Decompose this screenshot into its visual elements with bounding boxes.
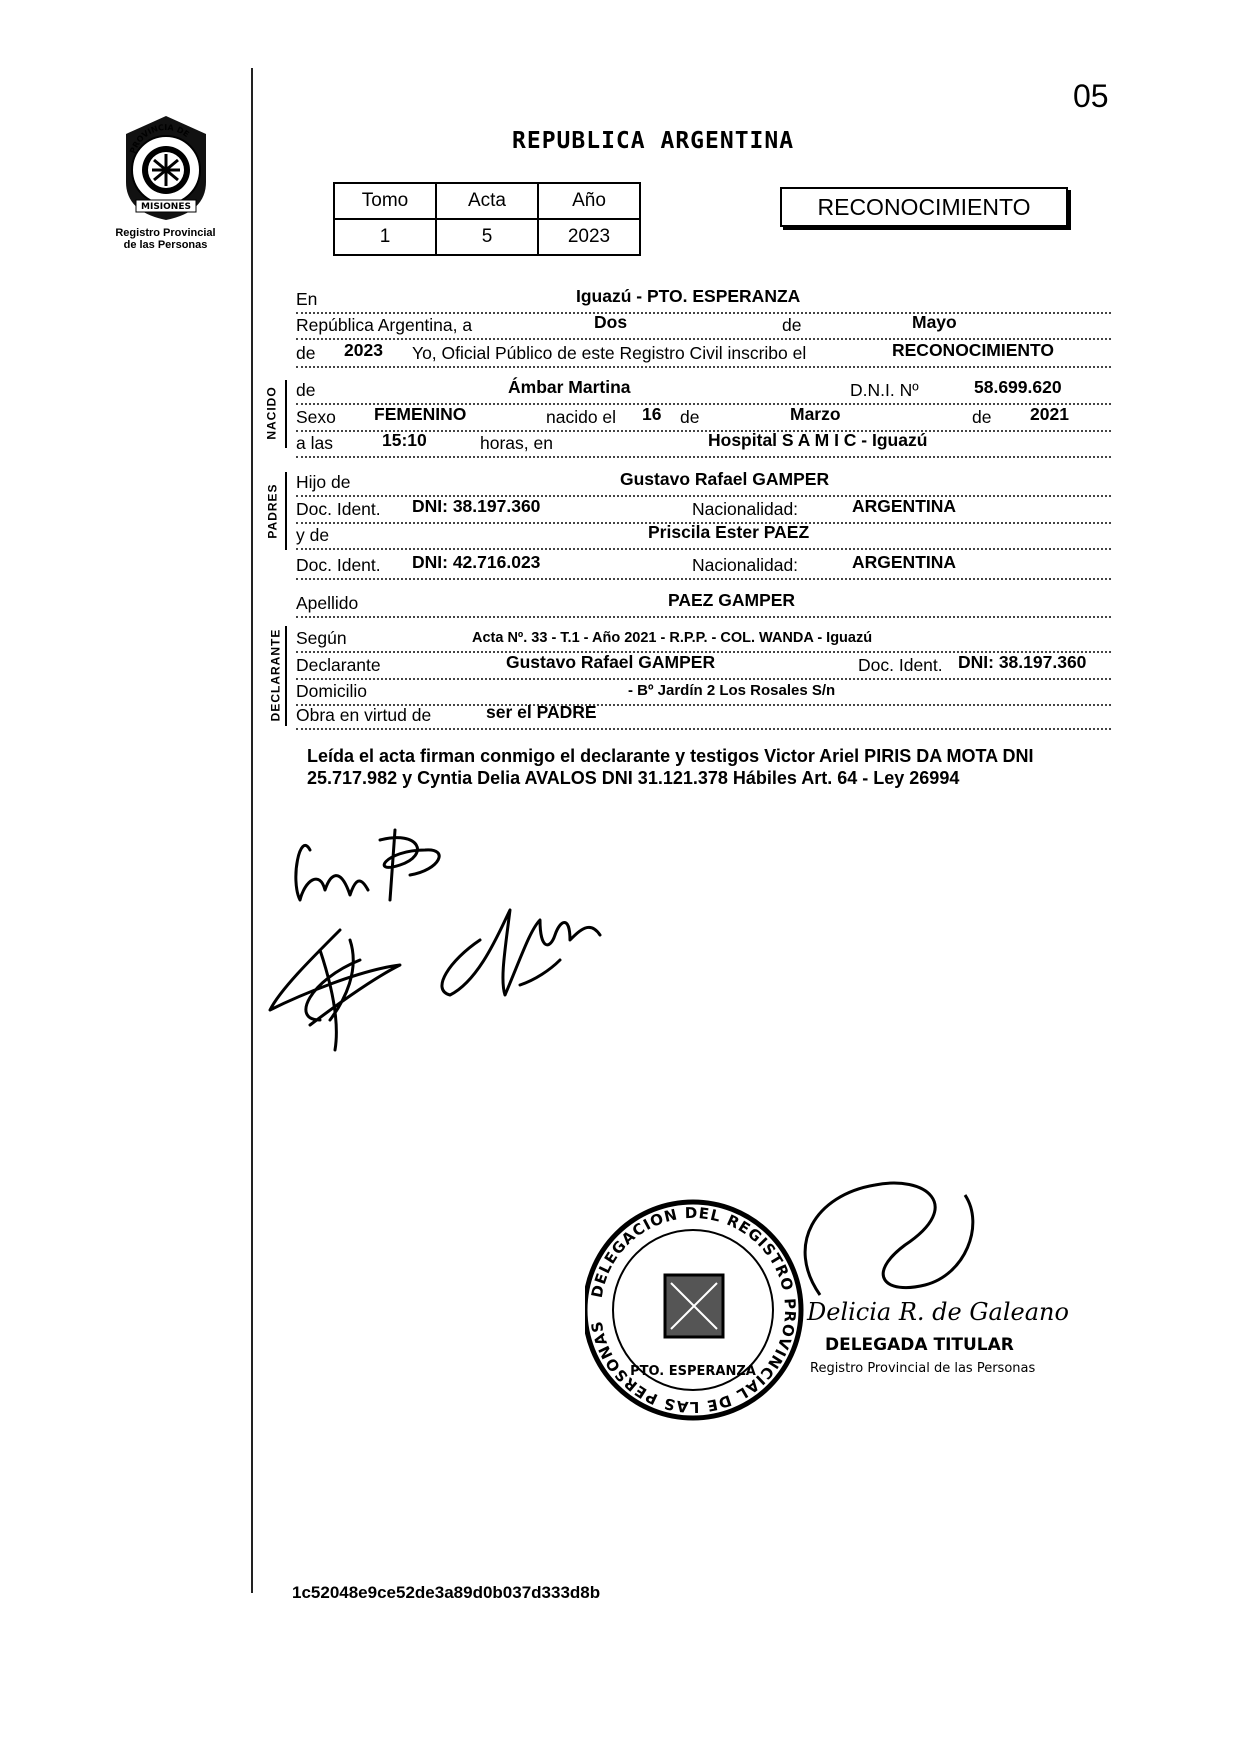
birth-day: 16 <box>642 404 662 424</box>
row-en: En Iguazú - PTO. ESPERANZA <box>296 286 1111 314</box>
registry-table-header <box>334 183 640 219</box>
day-value: Dos <box>594 312 628 332</box>
section-declarante-bar <box>285 626 287 726</box>
declarant-name: Gustavo Rafael GAMPER <box>506 652 716 672</box>
registry-value-ano: 2023 <box>538 219 640 255</box>
logo-label-line1: Registro Provincial <box>115 227 216 239</box>
svg-text:PROVINCIA DE: PROVINCIA DE <box>127 122 191 155</box>
birth-place: Hospital S A M I C - Iguazú <box>708 430 928 450</box>
row-padre: Hijo de Gustavo Rafael GAMPER <box>296 469 1111 497</box>
declarant-dni: DNI: 38.197.360 <box>958 652 1087 672</box>
registry-value-tomo: 1 <box>334 219 436 255</box>
row-segun: Según Acta Nº. 33 - T.1 - Año 2021 - R.P.P. - COL. WANDA - Iguazú <box>296 625 1111 653</box>
row-padre-doc: Doc. Ident. DNI: 38.197.360 Nacionalidad: ARGENTINA <box>296 496 1111 524</box>
signatures-image <box>250 820 670 1070</box>
logo-label-line2: de las Personas <box>123 239 208 251</box>
svg-text:DELEGACION DEL REGISTRO PROVIN: DELEGACION DEL REGISTRO PROVINCIAL DE LAS PERSONAS <box>587 1203 800 1417</box>
official-role: DELEGADA TITULAR <box>825 1335 1014 1355</box>
registry-logo <box>98 112 233 251</box>
registry-table-values <box>334 219 640 255</box>
row-fecha: República Argentina, a Dos de Mayo <box>296 312 1111 340</box>
registry-header-tomo: Tomo <box>334 183 436 219</box>
father-nationality: ARGENTINA <box>852 496 957 516</box>
child-dni: 58.699.620 <box>974 377 1062 397</box>
row-apellido: Apellido PAEZ GAMPER <box>296 590 1111 618</box>
mother-name: Priscila Ester PAEZ <box>648 522 810 542</box>
month-value: Mayo <box>912 312 957 332</box>
row-nacido-nombre: de Ámbar Martina D.N.I. Nº 58.699.620 <box>296 377 1111 405</box>
section-nacido-bar <box>285 380 287 448</box>
father-dni: DNI: 38.197.360 <box>412 496 541 516</box>
registry-value-acta: 5 <box>436 219 538 255</box>
row-obra: Obra en virtud de ser el PADRE <box>296 702 1111 730</box>
section-nacido: NACIDO <box>264 386 279 440</box>
legal-statement: Leída el acta firman conmigo el declarante y testigos Victor Ariel PIRIS DA MOTA DNI 25.717.982 y Cyntia Delia AVALOS DNI 31.121.378 Hábiles Art. 64 - Ley 26994 <box>307 746 1034 788</box>
row-year: de 2023 Yo, Oficial Público de este Registro Civil inscribo el RECONOCIMIENTO <box>296 340 1111 368</box>
registry-table <box>333 182 641 256</box>
row-madre: y de Priscila Ester PAEZ <box>296 522 1111 550</box>
mother-dni: DNI: 42.716.023 <box>412 552 541 572</box>
misiones-seal-icon <box>116 112 216 222</box>
official-org: Registro Provincial de las Personas <box>810 1361 1036 1376</box>
row-declarante: Declarante Gustavo Rafael GAMPER Doc. Ident. DNI: 38.197.360 <box>296 652 1111 680</box>
surname-value: PAEZ GAMPER <box>668 590 796 610</box>
page-number: 05 <box>1073 78 1109 114</box>
address-value: - Bº Jardín 2 Los Rosales S/n <box>628 682 836 699</box>
father-name: Gustavo Rafael GAMPER <box>620 469 830 489</box>
row-nacido-hora: a las 15:10 horas, en Hospital S A M I C - Iguazú <box>296 430 1111 458</box>
document-hash: 1c52048e9ce52de3a89d0b037d333d8b <box>292 1583 601 1602</box>
act-type-box: RECONOCIMIENTO <box>780 187 1068 227</box>
child-name: Ámbar Martina <box>508 377 631 397</box>
place-value: Iguazú - PTO. ESPERANZA <box>576 286 801 306</box>
section-declarante: DECLARANTE <box>268 628 283 722</box>
stamp-seal-icon <box>585 1202 801 1418</box>
registry-header-ano: Año <box>538 183 640 219</box>
svg-text:MISIONES: MISIONES <box>140 202 191 212</box>
row-domicilio: Domicilio - Bº Jardín 2 Los Rosales S/n <box>296 678 1111 706</box>
svg-text:PTO. ESPERANZA: PTO. ESPERANZA <box>630 1364 756 1379</box>
reference-act: Acta Nº. 33 - T.1 - Año 2021 - R.P.P. - COL. WANDA - Iguazú <box>472 630 873 646</box>
section-padres-bar <box>285 472 287 550</box>
mother-nationality: ARGENTINA <box>852 552 957 572</box>
child-sex: FEMENINO <box>374 404 467 424</box>
row-nacido-sexo: Sexo FEMENINO nacido el 16 de Marzo de 2021 <box>296 404 1111 432</box>
birth-year: 2021 <box>1030 404 1069 424</box>
act-inscription: RECONOCIMIENTO <box>892 340 1055 360</box>
official-stamp <box>585 1165 1105 1455</box>
birth-month: Marzo <box>790 404 841 424</box>
document-title: REPUBLICA ARGENTINA <box>512 128 795 154</box>
section-padres: PADRES <box>265 483 280 539</box>
reason-value: ser el PADRE <box>486 702 597 722</box>
registry-header-acta: Acta <box>436 183 538 219</box>
year-value: 2023 <box>344 340 383 360</box>
birth-time: 15:10 <box>382 430 427 450</box>
official-name: Delicia R. de Galeano <box>807 1298 1069 1326</box>
row-madre-doc: Doc. Ident. DNI: 42.716.023 Nacionalidad: ARGENTINA <box>296 552 1111 580</box>
